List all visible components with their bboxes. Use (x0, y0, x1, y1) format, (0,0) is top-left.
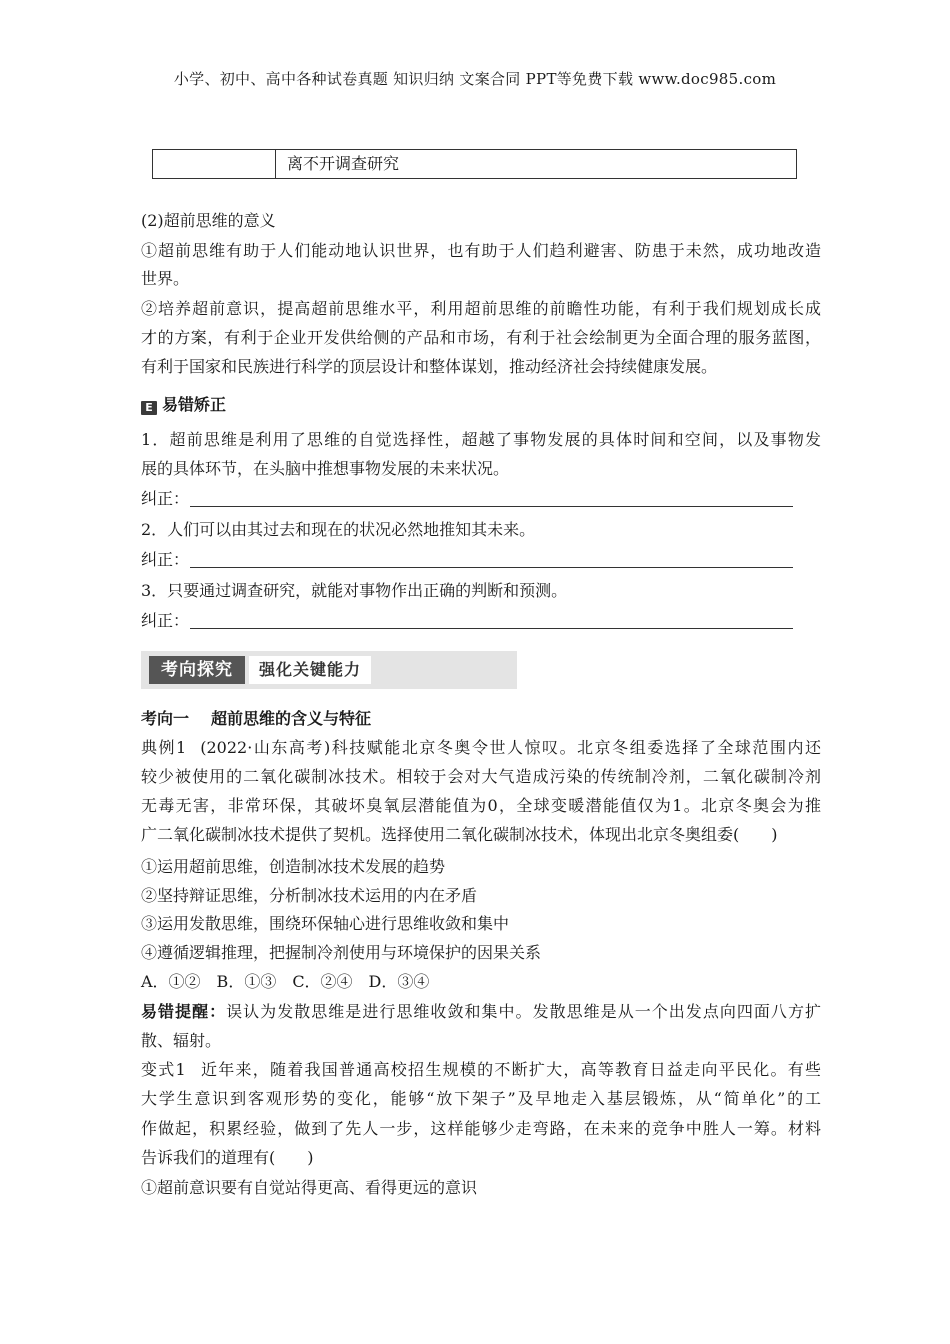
variant1-option1: ①超前意识要有自觉站得更高、看得更远的意识 (141, 1178, 478, 1197)
error-section-title: 易错矫正 (162, 395, 227, 414)
example1-option4: ④遵循逻辑推理，把握制冷剂使用与环境保护的因果关系 (141, 943, 542, 962)
correction-line-3[interactable] (190, 627, 793, 629)
significance-title: (2)超前思维的意义 (141, 211, 276, 230)
example1-line2: 较少被使用的二氧化碳制冰技术。相较于会对大气造成污染的传统制冷剂，二氧化碳制冷剂 (141, 767, 821, 786)
error-item3: 3．只要通过调查研究，就能对事物作出正确的判断和预测。 (141, 581, 568, 600)
significance-p2-line2: 才的方案，有利于企业开发供给侧的产品和市场，有利于社会绘制更为全面合理的服务蓝图， (141, 328, 821, 347)
significance-p1-line1: ①超前思维有助于人们能动地认识世界，也有助于人们趋利避害、防患于未然，成功地改造 (141, 241, 821, 260)
banner-dark-label: 考向探究 (149, 656, 245, 684)
error-item1-line2: 展的具体环节，在头脑中推想事物发展的未来状况。 (141, 459, 510, 478)
example1-option3: ③运用发散思维，围绕环保轴心进行思维收敛和集中 (141, 914, 510, 933)
correction-line-2[interactable] (190, 566, 793, 568)
table-right-cell: 离不开调查研究 (287, 154, 400, 173)
correction-label-3: 纠正： (141, 611, 190, 630)
error-section-heading (141, 390, 821, 419)
page-header: 小学、初中、高中各种试卷真题 知识归纳 文案合同 PPT等免费下载 www.doc985.com (173, 70, 777, 88)
table-row (152, 149, 797, 179)
significance-p2-line3: 有利于国家和民族进行科学的顶层设计和整体谋划，推动经济社会持续健康发展。 (141, 357, 718, 376)
example1-option1: ①运用超前思维，创造制冰技术发展的趋势 (141, 857, 446, 876)
variant1-line1-text: 近年来，随着我国普通高校招生规模的不断扩大，高等教育日益走向平民化。有些 (199, 1060, 821, 1079)
example1-choices: A．①② B．①③ C．②④ D．③④ (141, 972, 430, 991)
reminder-label: 易错提醒： (141, 1002, 227, 1021)
banner-light-label: 强化关键能力 (249, 656, 371, 684)
variant1-line4: 告诉我们的道理有( ) (141, 1148, 314, 1167)
example1-option2: ②坚持辩证思维，分析制冰技术运用的内在矛盾 (141, 886, 478, 905)
correction-label-2: 纠正： (141, 550, 190, 569)
example1-line1-text: (2022·山东高考)科技赋能北京冬奥令世人惊叹。北京冬组委选择了全球范围内还 (200, 738, 821, 757)
variant1-line3: 作做起，积累经验，做到了先人一步，这样能够少走弯路，在未来的竞争中胜人一筹。材料 (141, 1119, 821, 1138)
example1-line4: 广二氧化碳制冰技术提供了契机。选择使用二氧化碳制冰技术，体现出北京冬奥组委( ) (141, 825, 778, 844)
example1-line3: 无毒无害，非常环保，其破坏臭氧层潜能值为0，全球变暖潜能值仅为1。北京冬奥会为推 (141, 796, 821, 815)
reminder-line1 (141, 997, 821, 1026)
correction-line-1[interactable] (190, 505, 793, 507)
correction-label-1: 纠正： (141, 489, 190, 508)
direction1-label: 考向一 (141, 709, 190, 728)
section-banner (141, 651, 517, 689)
example1-label: 典例1 (141, 738, 187, 757)
error-section-icon: E (141, 401, 157, 415)
error-item2: 2．人们可以由其过去和现在的状况必然地推知其未来。 (141, 520, 536, 539)
reminder-line1-text: 误认为发散思维是进行思维收敛和集中。发散思维是从一个出发点向四面八方扩 (226, 1002, 821, 1021)
direction1-heading (141, 704, 821, 733)
table-divider (275, 150, 276, 178)
variant1-label: 变式1 (141, 1060, 186, 1079)
variant1-line1 (141, 1055, 821, 1084)
direction1-title: 超前思维的含义与特征 (211, 709, 372, 728)
significance-p1-line2: 世界。 (141, 269, 190, 288)
example1-line1 (141, 733, 821, 762)
reminder-line2: 散、辐射。 (141, 1031, 222, 1050)
error-item1-line1: 1．超前思维是利用了思维的自觉选择性，超越了事物发展的具体时间和空间，以及事物发 (141, 430, 821, 449)
variant1-line2: 大学生意识到客观形势的变化，能够“放下架子”及早地走入基层锻炼，从“简单化”的工 (141, 1089, 821, 1108)
significance-p2-line1: ②培养超前意识，提高超前思维水平，利用超前思维的前瞻性功能，有利于我们规划成长成 (141, 299, 821, 318)
